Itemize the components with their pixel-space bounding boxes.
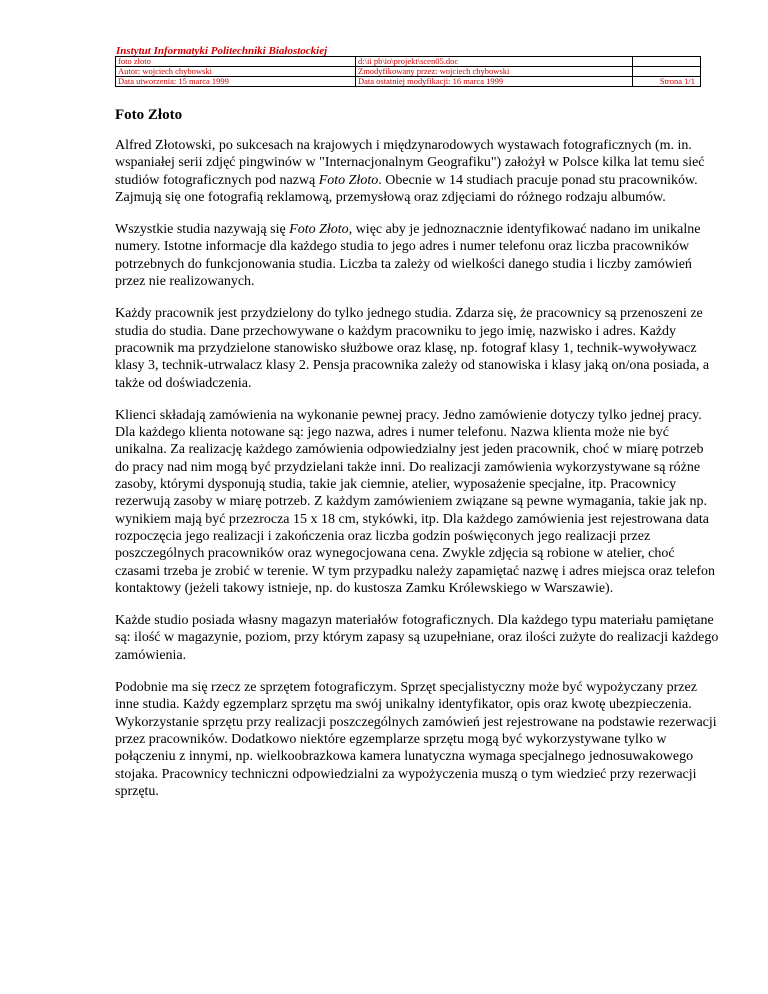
paragraph-text: , więc aby je jednoznacznie identyfikować nadano im unikalne numery. Istotne informacje dla każdego studia to jego adres i numer telefonu oraz liczba pracowników potrzebnych do funkcjonowania studia. Liczba ta zależy od wielkości danego studia i liczby zamówień przez nie realizowanych.: [115, 222, 701, 290]
paragraph-equipment: Podobnie ma się rzecz ze sprzętem fotograficzym. Sprzęt specjalistyczny może być wypożyczany przez inne studia. Każdy egzemplarz sprzętu ma swój unikalny identyfikator, opis oraz kwotę ubezpieczenia. Wykorzystanie sprzętu przy realizacji poszczególnych zamówień jest rejestrowane na podstawie rezerwacji przez pracowników. Dodatkowo niektóre egzemplarze sprzętu mogą być wykorzystywane tylko w połączeniu z innymi, np. wielkoobrazkowa kamera lunatyczna wymaga specjalnego jednosuwakowego stojaka. Pracownicy techniczni odpowiedzialni za wypożyczenia muszą o tym wiedzieć przy rezerwacji sprzętu.: [115, 680, 717, 799]
paragraph-text: Wszystkie studia nazywają się: [115, 222, 290, 238]
company-name-emphasis: Foto Złoto: [318, 172, 379, 188]
paragraph-employees: Każdy pracownik jest przydzielony do tylko jednego studia. Zdarza się, że pracownicy są przenoszeni ze studia do studia. Dane przechowywane o każdym pracowniku to jego imię, nazwisko i adres. Każdy pracownik ma przydzielone stanowisko służbowe oraz klasę, np. fotograf klasy 1, technik-wywoływacz klasy 3, technik-utrwalacz klasy 2. Pensja pracownika zależy od stanowiska i klasy jaką on/ona posiada, a także od doświadczenia.: [115, 306, 710, 391]
header-author: Autor: wojciech chybowski: [116, 67, 356, 77]
header-row: [116, 67, 701, 77]
header-modified-by: Zmodyfikowany przez: wojciech chybowski: [356, 67, 633, 77]
paragraph-text: Alfred Złotowski, po sukcesach na krajowych i międzynarodowych wystawach fotograficznych (m. in. wspaniałej serii zdjęć pingwinów w "Internacjonalnym Geografiku") założył w Polsce kilka lat temu sieć studiów fotograficznych pod nazwą: [115, 138, 705, 188]
header-project-name: foto złoto: [116, 57, 356, 67]
header-created-date: Data utworzenia: 15 marca 1999: [116, 77, 356, 87]
header-empty-cell: [633, 67, 701, 77]
paragraph-intro: [115, 137, 720, 206]
paragraph-studios: [115, 221, 720, 290]
paragraph-materials: Każde studio posiada własny magazyn materiałów fotograficznych. Dla każdego typu materiału pamiętane są: ilość w magazynie, poziom, przy którym zapasy są uzupełniane, oraz ilości zużyte do realizacji każdego zamówienia.: [115, 613, 719, 663]
document-body: [115, 137, 720, 815]
header-page-number: Strona 1/1: [633, 77, 701, 87]
header-empty-cell: [633, 57, 701, 67]
document-header-table: [115, 56, 701, 87]
paragraph-text: . Obecnie w 14 studiach pracuje ponad stu pracowników. Zajmują się one fotografią reklamową, przemysłową oraz zdjęciami do różnego rodzaju albumów.: [115, 172, 698, 205]
paragraph-orders: Klienci składają zamówienia na wykonanie pewnej pracy. Jedno zamówienie dotyczy tylko jednej pracy. Dla każdego klienta notowane są: jego nazwa, adres i numer telefonu. Nazwa klienta może nie być unikalna. Za realizację każdego zamówienia odpowiedzialny jest jeden pracownik, choć w miarę potrzeb do pracy nad nim mogą być przydzielani także inni. Do realizacji zamówienia wykorzystywane są różne zasoby, którymi dysponują studia, takie jak ciemnie, atelier, wyposażenie specjalne, itp. Pracownicy rezerwują zasoby w miarę potrzeb. Z każdym zamówieniem związane są pewne wymagania, takie jak np. wynikiem mają być przezrocza 15 x 18 cm, stykówki, itp. Dla każdego zamówienia jest rejestrowana data rozpoczęcia jego realizacji i zakończenia oraz liczba godzin poświęconych jego realizacji przez poszczególnych pracowników oraz wynegocjowana cena. Zwykle zdjęcia są robione w atelier, choć czasami trzeba je zrobić w terenie. W tym przypadku należy zapamiętać nazwę i adres miejsca oraz telefon kontaktowy (jeżeli takowy istnieje, np. do kustosza Zamku Królewskiego w Warszawie).: [115, 407, 716, 596]
document-title: Foto Złoto: [115, 107, 183, 123]
institute-title: Instytut Informatyki Politechniki Białostockiej: [116, 45, 328, 57]
company-name-emphasis: Foto Złoto: [289, 222, 349, 238]
header-row: [116, 77, 701, 87]
header-file-path: d:\ii pb\io\projekt\scen05.doc: [356, 57, 633, 67]
header-modified-date: Data ostatniej modyfikacji: 16 marca 1999: [356, 77, 633, 87]
header-row: [116, 57, 701, 67]
